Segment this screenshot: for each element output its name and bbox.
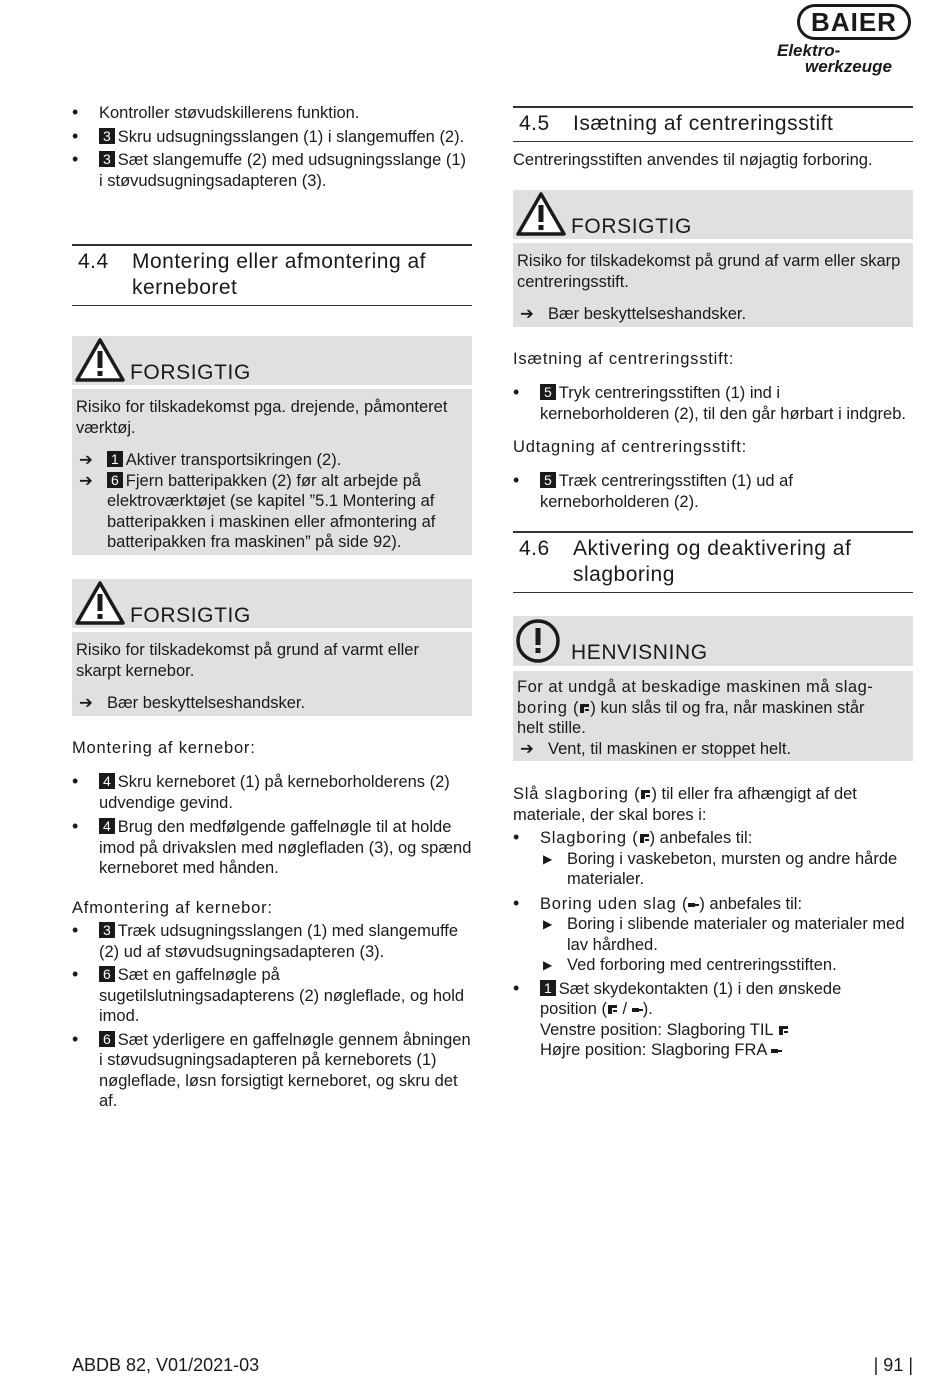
list-item: • Boring uden slag ( ) anbefales til: [513, 894, 913, 915]
mount-steps [72, 772, 472, 879]
arrow-right-icon: ➔ [520, 739, 534, 758]
list-item: • 5 Tryk centreringsstiften (1) ind i kerneborholderen (2), til den går hørbart i indgreb. [513, 383, 913, 424]
instruction-step: ➔ 1 Aktiver transportsikringen (2). [79, 451, 342, 469]
hammer-drill-icon [639, 833, 650, 844]
warning-body [513, 243, 913, 327]
drill-icon [632, 1004, 643, 1015]
list-item: • 4 Brug den medfølgende gaffelnøgle til at holde imod på drivakslen med nøglefladen (3), og spænd kerneboret med hånden. [72, 817, 472, 879]
arrow-right-icon: ➔ [520, 305, 534, 323]
notice-label: HENVISNING [571, 641, 708, 664]
list-item: • 3 Skru udsugningsslangen (1) i slangemuffen (2). [72, 127, 472, 148]
warning-text: Risiko for tilskadekomst pga. drejende, påmonteret værktøj. [76, 398, 448, 437]
sublist-item: ▶ Ved forboring med centreringsstiften. [543, 956, 837, 974]
instruction-step: ➔ Vent, til maskinen er stoppet helt. [520, 739, 792, 758]
arrow-right-icon: ➔ [79, 451, 93, 469]
instruction-step: ➔ Bær beskyttelseshandsker. [79, 694, 306, 712]
hammer-drill-icon [640, 789, 651, 800]
list-item: • 4 Skru kerneboret (1) på kerneborholderens (2) udvendige gevind. [72, 772, 472, 813]
page-number: | 91 | [873, 1355, 913, 1375]
logo-subline-1: Elektro- [777, 41, 841, 60]
instruction-step: ➔ 6 Fjern batteripakken (2) før alt arbejde på elektroværktøjet (se kapitel ”5.1 Montering af batteripakken i maskinen eller afmontering af batteripakken fra maskinen” på side 92). [79, 471, 436, 551]
section-title: Isætning af centreringsstift [573, 112, 834, 135]
subheading: Montering af kernebor: [72, 739, 256, 757]
sublist-item: ▶ Boring i slibende materialer og materialer med lav hårdhed. [543, 915, 905, 954]
left-top-bullets [72, 103, 472, 191]
warning-label: FORSIGTIG [571, 215, 692, 238]
triangle-bullet-icon: ▶ [543, 958, 553, 972]
hammer-drill-icon [778, 1025, 789, 1036]
section-heading-4-5 [513, 106, 913, 142]
warning-text: Risiko for tilskadekomst på grund af varmt eller skarpt kernebor. [76, 641, 419, 680]
warning-icon [75, 581, 125, 625]
warning-text: Risiko for tilskadekomst på grund af varm eller skarp centreringsstift. [517, 252, 901, 291]
notice-header [513, 616, 913, 666]
section-title: slagboring [573, 563, 675, 586]
triangle-bullet-icon: ▶ [543, 851, 553, 866]
warning-body [72, 389, 472, 555]
warning-icon [516, 192, 566, 236]
list-item: • 3 Træk udsugningsslangen (1) med slangemuffe (2) ud af støvudsugningsadapteren (3). [72, 921, 472, 962]
section-title: Aktivering og deaktivering af [573, 537, 852, 560]
triangle-bullet-icon: ▶ [543, 917, 553, 931]
list-item: • 6 Sæt en gaffelnøgle på sugetilslutningsadapterens (2) nøgleflade, og hold imod. [72, 965, 472, 1027]
drilling-mode-list [513, 828, 913, 1061]
warning-header [72, 579, 472, 628]
warning-icon [75, 338, 125, 382]
figure-ref: 3 [99, 151, 115, 167]
subheading: Afmontering af kernebor: [72, 899, 273, 917]
drill-icon [688, 899, 699, 910]
list-item: • Slagboring ( ) anbefales til: [513, 828, 913, 849]
subheading: Isætning af centreringsstift: [513, 350, 735, 368]
footer-document-id: ABDB 82, V01/2021-03 [72, 1355, 260, 1375]
hammer-drill-icon [579, 703, 590, 714]
arrow-right-icon: ➔ [79, 471, 93, 490]
hammer-drill-icon [607, 1004, 618, 1015]
sublist [540, 914, 913, 976]
paragraph: Slå slagboring ( ) til eller fra afhængigt af det materiale, der skal bores i: [513, 785, 857, 824]
section-title: Montering eller afmontering af [132, 250, 426, 273]
list-item: • 5 Træk centreringsstiften (1) ud af kerneborholderen (2). [513, 471, 913, 512]
list-item: • 3 Sæt slangemuffe (2) med udsugningsslange (1) i støvudsugningsadapteren (3). [72, 150, 472, 191]
sublist-item: ▶ Boring i vaskebeton, mursten og andre hårde materialer. [543, 849, 898, 888]
section-heading-4-6 [513, 531, 913, 593]
logo-subline-2: werkzeuge [805, 57, 892, 76]
brand-logo [775, 4, 915, 78]
list-item: • 1 Sæt skydekontakten (1) i den ønskede position ( / ). Venstre position: Slagboring TIL Højre position: Slagboring FRA [513, 979, 913, 1061]
insert-step [513, 383, 913, 424]
warning-header [72, 336, 472, 385]
unmount-steps [72, 921, 472, 1112]
drill-icon [771, 1045, 782, 1056]
warning-header [513, 190, 913, 239]
warning-label: FORSIGTIG [130, 604, 251, 627]
section-number: 4.4 [78, 250, 109, 273]
warning-label: FORSIGTIG [130, 361, 251, 384]
list-item: • Kontroller støvudskillerens funktion. [72, 103, 472, 124]
notice-body [513, 671, 913, 761]
section-title: kerneboret [132, 276, 238, 299]
sublist [540, 849, 913, 890]
subheading: Udtagning af centreringsstift: [513, 438, 748, 456]
logo-wordmark: BAIER [797, 4, 911, 40]
figure-ref: 3 [99, 128, 115, 144]
list-item: • 6 Sæt yderligere en gaffelnøgle gennem åbningen i støvudsugningsadapteren på kerneborets (1) nøgleflade, løsn forsigtigt kerneboret, og skru det af. [72, 1030, 472, 1112]
remove-step [513, 471, 913, 512]
arrow-right-icon: ➔ [79, 694, 93, 712]
paragraph: Centreringsstiften anvendes til nøjagtig forboring. [513, 151, 873, 169]
exclamation-circle-icon [515, 618, 561, 664]
section-heading-4-4 [72, 244, 472, 306]
section-number: 4.5 [519, 112, 550, 135]
notice-text: For at undgå at beskadige maskinen må slag- boring ( ) kun slås til og fra, når maskinen står helt stille. [517, 678, 874, 737]
instruction-step: ➔ Bær beskyttelseshandsker. [520, 305, 747, 323]
section-number: 4.6 [519, 537, 550, 560]
warning-body [72, 632, 472, 716]
